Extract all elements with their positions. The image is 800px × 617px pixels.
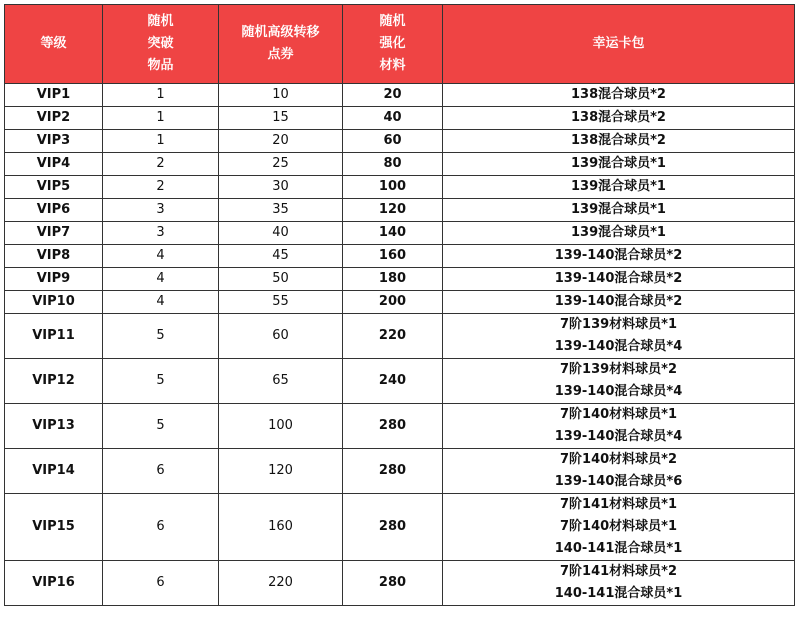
cell-material: 180 [343, 268, 443, 291]
cell-breakthrough: 5 [103, 314, 219, 359]
cell-voucher: 30 [219, 176, 343, 199]
cell-breakthrough: 4 [103, 245, 219, 268]
col-header-voucher: 随机高级转移 点券 [219, 5, 343, 84]
table-row [5, 84, 795, 107]
pack-item: 140-141混合球员*1 [554, 586, 683, 601]
table-row [5, 268, 795, 291]
cell-level: VIP16 [5, 561, 103, 606]
pack-item: 139混合球员*1 [571, 179, 666, 194]
cell-level: VIP2 [5, 107, 103, 130]
cell-material: 240 [343, 359, 443, 404]
cell-pack [443, 176, 795, 199]
cell-material: 100 [343, 176, 443, 199]
cell-level: VIP8 [5, 245, 103, 268]
cell-pack [443, 245, 795, 268]
cell-breakthrough: 5 [103, 359, 219, 404]
cell-material: 60 [343, 130, 443, 153]
cell-pack [443, 449, 795, 494]
pack-item: 139-140混合球员*2 [554, 248, 683, 263]
pack-item: 139-140混合球员*2 [554, 294, 683, 309]
cell-material: 160 [343, 245, 443, 268]
cell-level: VIP1 [5, 84, 103, 107]
pack-item: 139-140混合球员*2 [554, 271, 683, 286]
cell-pack [443, 268, 795, 291]
cell-pack [443, 494, 795, 561]
pack-item: 139-140混合球员*6 [554, 474, 683, 489]
pack-item: 7阶139材料球员*1 [559, 317, 678, 332]
cell-breakthrough: 6 [103, 494, 219, 561]
pack-item: 139-140混合球员*4 [554, 384, 683, 399]
cell-level: VIP7 [5, 222, 103, 245]
table-row [5, 314, 795, 359]
pack-item: 7阶141材料球员*1 [559, 497, 678, 512]
cell-pack [443, 404, 795, 449]
pack-item: 138混合球员*2 [571, 87, 666, 102]
cell-breakthrough: 3 [103, 222, 219, 245]
cell-voucher: 120 [219, 449, 343, 494]
pack-item: 139-140混合球员*4 [554, 339, 683, 354]
cell-voucher: 65 [219, 359, 343, 404]
table-row [5, 153, 795, 176]
table-row [5, 404, 795, 449]
cell-pack [443, 291, 795, 314]
cell-voucher: 100 [219, 404, 343, 449]
pack-item: 139混合球员*1 [571, 156, 666, 171]
pack-item: 7阶139材料球员*2 [559, 362, 678, 377]
cell-voucher: 220 [219, 561, 343, 606]
table-body [5, 84, 795, 606]
pack-item: 138混合球员*2 [571, 133, 666, 148]
cell-level: VIP4 [5, 153, 103, 176]
cell-material: 280 [343, 404, 443, 449]
cell-pack [443, 84, 795, 107]
cell-breakthrough: 1 [103, 107, 219, 130]
col-header-level: 等级 [5, 5, 103, 84]
col-header-pack: 幸运卡包 [443, 5, 795, 84]
cell-material: 40 [343, 107, 443, 130]
cell-voucher: 35 [219, 199, 343, 222]
cell-voucher: 20 [219, 130, 343, 153]
pack-item: 7阶140材料球员*1 [559, 519, 678, 534]
pack-item: 138混合球员*2 [571, 110, 666, 125]
cell-level: VIP15 [5, 494, 103, 561]
table-row [5, 494, 795, 561]
pack-item: 7阶140材料球员*1 [559, 407, 678, 422]
cell-pack [443, 107, 795, 130]
cell-breakthrough: 4 [103, 291, 219, 314]
cell-voucher: 45 [219, 245, 343, 268]
pack-item: 7阶140材料球员*2 [559, 452, 678, 467]
cell-breakthrough: 6 [103, 449, 219, 494]
cell-level: VIP14 [5, 449, 103, 494]
table-row [5, 176, 795, 199]
col-header-material: 随机 强化 材料 [343, 5, 443, 84]
cell-breakthrough: 3 [103, 199, 219, 222]
table-row [5, 222, 795, 245]
cell-voucher: 160 [219, 494, 343, 561]
cell-pack [443, 199, 795, 222]
cell-pack [443, 561, 795, 606]
pack-item: 7阶141材料球员*2 [559, 564, 678, 579]
cell-material: 220 [343, 314, 443, 359]
cell-pack [443, 153, 795, 176]
cell-pack [443, 314, 795, 359]
cell-breakthrough: 1 [103, 84, 219, 107]
cell-breakthrough: 5 [103, 404, 219, 449]
col-header-breakthrough: 随机 突破 物品 [103, 5, 219, 84]
table-row [5, 245, 795, 268]
cell-breakthrough: 1 [103, 130, 219, 153]
table-row [5, 449, 795, 494]
table-row [5, 359, 795, 404]
cell-pack [443, 130, 795, 153]
cell-material: 280 [343, 561, 443, 606]
cell-level: VIP9 [5, 268, 103, 291]
cell-breakthrough: 6 [103, 561, 219, 606]
cell-level: VIP11 [5, 314, 103, 359]
cell-material: 200 [343, 291, 443, 314]
cell-material: 280 [343, 494, 443, 561]
cell-voucher: 50 [219, 268, 343, 291]
table-row [5, 130, 795, 153]
cell-level: VIP6 [5, 199, 103, 222]
cell-breakthrough: 2 [103, 153, 219, 176]
cell-voucher: 25 [219, 153, 343, 176]
cell-material: 280 [343, 449, 443, 494]
cell-voucher: 60 [219, 314, 343, 359]
pack-item: 140-141混合球员*1 [554, 541, 683, 556]
cell-level: VIP12 [5, 359, 103, 404]
cell-pack [443, 359, 795, 404]
table-row [5, 107, 795, 130]
cell-voucher: 10 [219, 84, 343, 107]
cell-material: 80 [343, 153, 443, 176]
cell-voucher: 40 [219, 222, 343, 245]
table-header-row [5, 5, 795, 84]
vip-rewards-table [4, 4, 795, 606]
cell-voucher: 55 [219, 291, 343, 314]
cell-level: VIP10 [5, 291, 103, 314]
table-row [5, 199, 795, 222]
table-row [5, 561, 795, 606]
pack-item: 139混合球员*1 [571, 202, 666, 217]
cell-material: 120 [343, 199, 443, 222]
cell-level: VIP3 [5, 130, 103, 153]
cell-breakthrough: 4 [103, 268, 219, 291]
pack-item: 139-140混合球员*4 [554, 429, 683, 444]
cell-level: VIP13 [5, 404, 103, 449]
pack-item: 139混合球员*1 [571, 225, 666, 240]
cell-level: VIP5 [5, 176, 103, 199]
table-row [5, 291, 795, 314]
cell-breakthrough: 2 [103, 176, 219, 199]
cell-pack [443, 222, 795, 245]
cell-material: 140 [343, 222, 443, 245]
cell-material: 20 [343, 84, 443, 107]
cell-voucher: 15 [219, 107, 343, 130]
